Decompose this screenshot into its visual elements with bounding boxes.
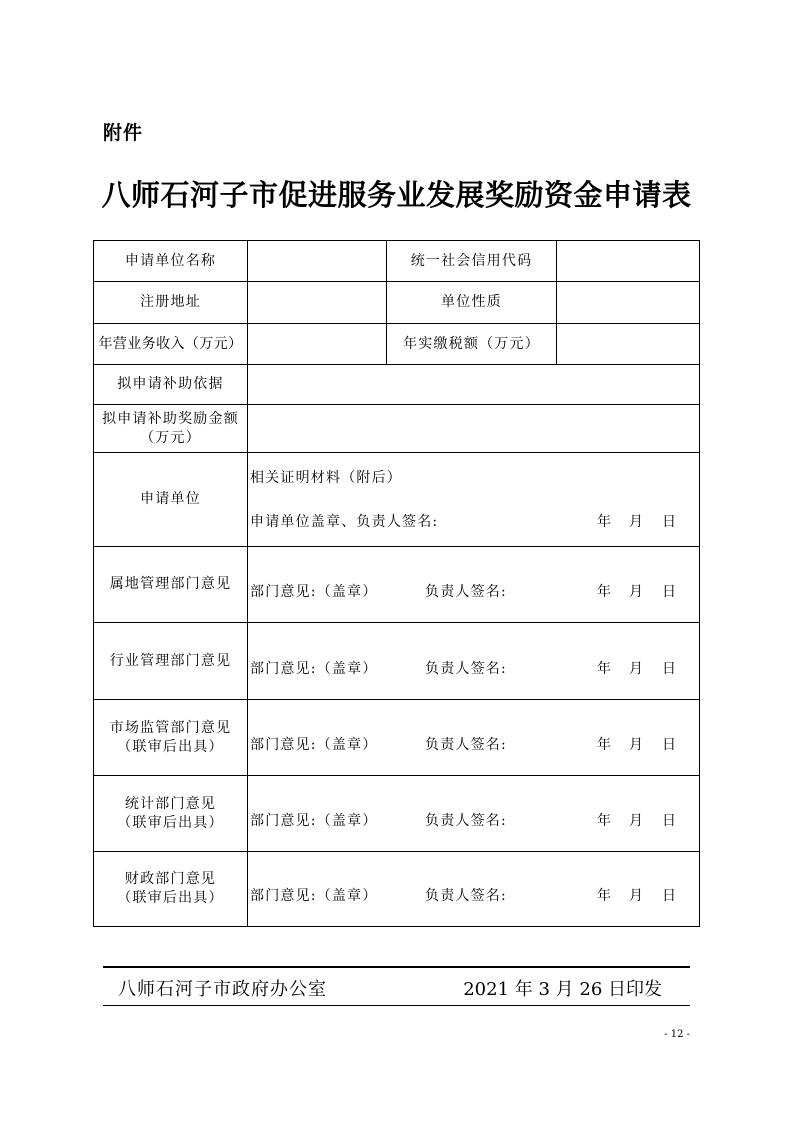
- applicant-content-cell: [248, 453, 700, 547]
- application-form-table: [93, 240, 700, 927]
- local-dept-opinion-cell: [248, 547, 700, 623]
- subsidy-basis-value-cell: [248, 365, 700, 405]
- industry-dept-opinion-label: 行业管理部门意见: [109, 652, 232, 669]
- finance-dept-opinion-label-line1: 财政部门意见: [124, 871, 217, 887]
- applicant-signature-text: 申请单位盖章、负责人签名:: [250, 514, 439, 530]
- date-year: 年: [597, 888, 613, 904]
- industry-dept-opinion-label-cell: [94, 623, 248, 700]
- dept-stamp-text: 部门意见:（盖章）: [250, 888, 378, 904]
- signer-text: 负责人签名:: [425, 813, 507, 829]
- applicant-name-label-cell: [94, 241, 248, 282]
- signer-text: 负责人签名:: [425, 584, 507, 600]
- credit-code-value-cell: [557, 241, 700, 282]
- dept-stamp-text: 部门意见:（盖章）: [250, 584, 378, 600]
- date-month: 月: [629, 888, 645, 904]
- date-day: 日: [662, 661, 678, 677]
- unit-nature-label: 单位性质: [441, 294, 502, 310]
- supporting-materials-text: 相关证明材料（附后）: [250, 470, 402, 486]
- signer-text: 负责人签名:: [425, 737, 507, 753]
- subsidy-amount-label-cell: [94, 405, 248, 453]
- dept-stamp-text: 部门意见:（盖章）: [250, 661, 378, 677]
- market-supervision-opinion-label-line1: 市场监管部门意见: [109, 719, 232, 736]
- finance-dept-opinion-label-line2: （联审后出具）: [117, 890, 224, 906]
- attachment-label: 附件: [103, 122, 144, 144]
- unit-nature-label-cell: [387, 282, 557, 324]
- signer-text: 负责人签名:: [425, 888, 507, 904]
- date-day: 日: [662, 888, 678, 904]
- date-day: 日: [662, 737, 678, 753]
- date-day: 日: [662, 813, 678, 829]
- date-day: 日: [662, 584, 678, 600]
- market-supervision-opinion-cell: [248, 700, 700, 776]
- footer-top-rule: [103, 966, 690, 968]
- date-month: 月: [629, 737, 645, 753]
- footer-bottom-rule: [103, 1005, 690, 1006]
- local-dept-opinion-label-cell: [94, 547, 248, 623]
- subsidy-basis-label: 拟申请补助依据: [117, 376, 224, 392]
- annual-revenue-value-cell: [248, 324, 387, 365]
- applicant-label: 申请单位: [140, 491, 201, 507]
- address-label: 注册地址: [140, 294, 201, 310]
- date-month: 月: [629, 661, 645, 677]
- industry-dept-opinion-cell: [248, 623, 700, 700]
- applicant-label-cell: [94, 453, 248, 547]
- address-label-cell: [94, 282, 248, 324]
- annual-tax-label-cell: [387, 324, 557, 365]
- applicant-name-value-cell: [248, 241, 387, 282]
- date-year: 年: [597, 584, 613, 600]
- unit-nature-value-cell: [557, 282, 700, 324]
- annual-revenue-label: 年营业务收入（万元）: [98, 335, 243, 352]
- date-month: 月: [629, 514, 645, 530]
- date-year: 年: [597, 661, 613, 677]
- statistics-dept-opinion-label-cell: [94, 776, 248, 852]
- subsidy-basis-label-cell: [94, 365, 248, 405]
- date-month: 月: [629, 584, 645, 600]
- issuer-text: 八师石河子市政府办公室: [118, 979, 327, 1000]
- subsidy-amount-label-line2: （万元）: [140, 429, 201, 446]
- page-number: - 12 -: [664, 1029, 690, 1040]
- annual-revenue-label-cell: [94, 324, 248, 365]
- applicant-name-label: 申请单位名称: [124, 252, 217, 269]
- statistics-dept-opinion-cell: [248, 776, 700, 852]
- issue-date-text: 2021 年 3 月 26 日印发: [463, 979, 662, 1000]
- local-dept-opinion-label: 属地管理部门意见: [109, 576, 232, 592]
- dept-stamp-text: 部门意见:（盖章）: [250, 737, 378, 753]
- finance-dept-opinion-cell: [248, 852, 700, 927]
- address-value-cell: [248, 282, 387, 324]
- page-title: 八师石河子市促进服务业发展奖励资金申请表: [101, 178, 692, 212]
- annual-tax-value-cell: [557, 324, 700, 365]
- subsidy-amount-value-cell: [248, 405, 700, 453]
- statistics-dept-opinion-label-line1: 统计部门意见: [124, 795, 217, 812]
- market-supervision-opinion-label-line2: （联审后出具）: [117, 738, 224, 755]
- statistics-dept-opinion-label-line2: （联审后出具）: [117, 814, 224, 831]
- subsidy-amount-label-line1: 拟申请补助奖励金额: [102, 410, 239, 427]
- date-year: 年: [597, 514, 613, 530]
- dept-stamp-text: 部门意见:（盖章）: [250, 813, 378, 829]
- date-day: 日: [662, 514, 678, 530]
- date-month: 月: [629, 813, 645, 829]
- market-supervision-opinion-label-cell: [94, 700, 248, 776]
- credit-code-label: 统一社会信用代码: [410, 252, 533, 269]
- credit-code-label-cell: [387, 241, 557, 282]
- finance-dept-opinion-label-cell: [94, 852, 248, 927]
- date-year: 年: [597, 737, 613, 753]
- date-year: 年: [597, 813, 613, 829]
- annual-tax-label: 年实缴税额（万元）: [403, 335, 540, 352]
- signer-text: 负责人签名:: [425, 661, 507, 677]
